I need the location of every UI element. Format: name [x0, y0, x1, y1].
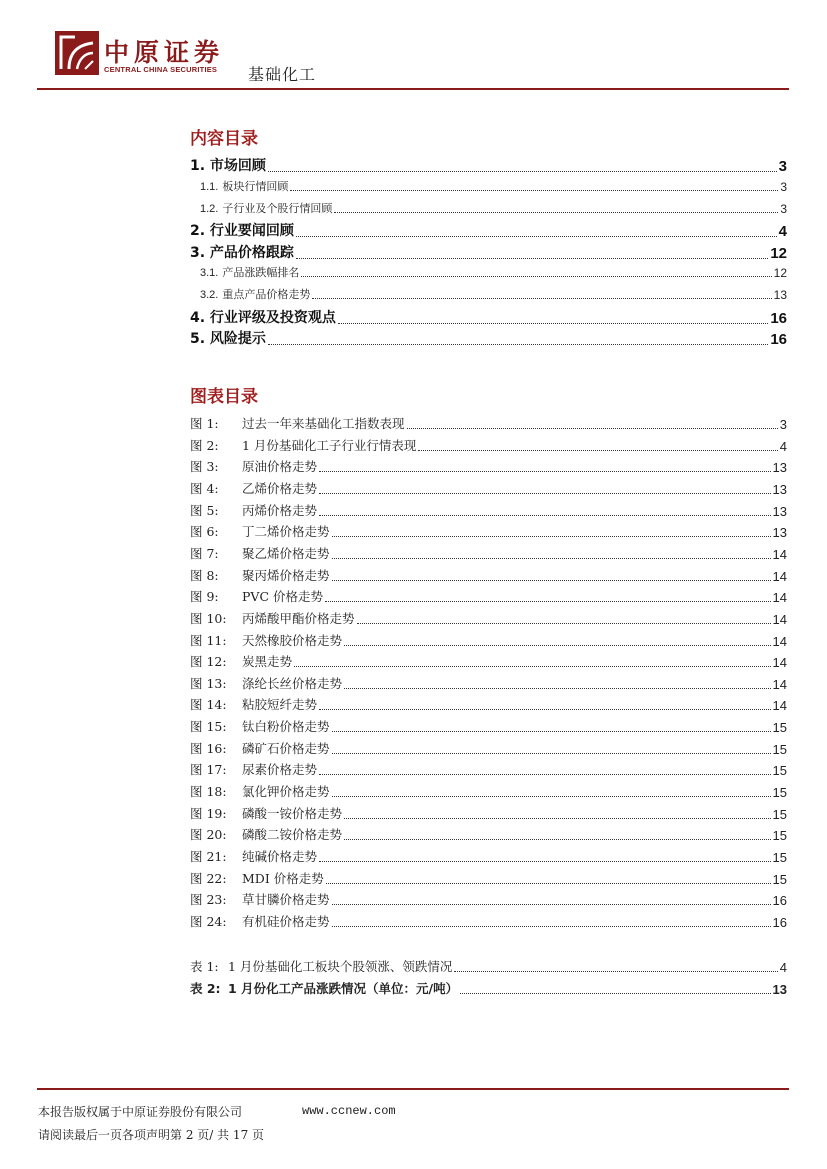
- toc-item[interactable]: 1. 市场回顾 3: [190, 158, 787, 175]
- toc-item[interactable]: 2. 行业要闻回顾 4: [190, 223, 787, 240]
- report-sector: 基础化工: [248, 65, 317, 84]
- figure-entry[interactable]: 图 12: 炭黑走势 14: [190, 654, 787, 671]
- figure-entry[interactable]: 图 6: 丁二烯价格走势 13: [190, 524, 787, 541]
- toc-subitem[interactable]: 3.1. 产品涨跌幅排名 12: [200, 266, 787, 280]
- figure-entry[interactable]: 图 7: 聚乙烯价格走势 14: [190, 545, 787, 562]
- toc-subitem[interactable]: 1.1. 板块行情回顾 3: [200, 180, 787, 194]
- toc-subitem[interactable]: 3.2. 重点产品价格走势 13: [200, 288, 787, 302]
- figure-entry[interactable]: 图 13: 涤纶长丝价格走势 14: [190, 675, 787, 692]
- figure-entry[interactable]: 图 10: 丙烯酸甲酯价格走势 14: [190, 610, 787, 627]
- footer-url[interactable]: www.ccnew.com: [302, 1104, 396, 1118]
- company-name-en: CENTRAL CHINA SECURITIES: [104, 65, 218, 74]
- figure-entry[interactable]: 图 18: 氯化钾价格走势 15: [190, 784, 787, 801]
- table-entry[interactable]: 表 1: 1 月份基础化工板块个股领涨、领跌情况 4: [190, 959, 787, 975]
- company-name-cn: 中原证券: [104, 38, 225, 67]
- figure-entry[interactable]: 图 11: 天然橡胶价格走势 14: [190, 632, 787, 649]
- toc-subitem[interactable]: 1.2. 子行业及个股行情回顾 3: [200, 202, 787, 216]
- figure-entry[interactable]: 图 15: 钛白粉价格走势 15: [190, 719, 787, 736]
- figure-entry[interactable]: 图 23: 草甘膦价格走势 16: [190, 892, 787, 909]
- company-logo-icon: [55, 31, 99, 75]
- toc-item[interactable]: 3. 产品价格跟踪 12: [190, 245, 787, 262]
- figure-entry[interactable]: 图 1: 过去一年来基础化工指数表现 3: [190, 416, 787, 432]
- figure-entry[interactable]: 图 16: 磷矿石价格走势 15: [190, 740, 787, 757]
- figure-entry[interactable]: 图 3: 原油价格走势 13: [190, 459, 787, 476]
- toc-title: 内容目录: [190, 129, 258, 149]
- figure-entry[interactable]: 图 9: PVC 价格走势 14: [190, 589, 787, 606]
- figure-entry[interactable]: 图 4: 乙烯价格走势 13: [190, 480, 787, 497]
- figure-entry[interactable]: 图 21: 纯碱价格走势 15: [190, 849, 787, 865]
- page-header: [0, 0, 827, 95]
- toc-item[interactable]: 5. 风险提示 16: [190, 331, 787, 348]
- figure-entry[interactable]: 图 19: 磷酸一铵价格走势 15: [190, 805, 787, 822]
- figure-entry[interactable]: 图 24: 有机硅价格走势 16: [190, 913, 787, 930]
- footer-disclaimer: 请阅读最后一页各项声明第 2 页/ 共 17 页: [38, 1128, 265, 1142]
- table-entry[interactable]: 表 2: 1 月份化工产品涨跌情况（单位：元/吨） 13: [190, 981, 787, 997]
- figure-entry[interactable]: 图 5: 丙烯价格走势 13: [190, 502, 787, 519]
- footer-copyright: 本报告版权属于中原证券股份有限公司: [38, 1105, 243, 1119]
- toc-item[interactable]: 4. 行业评级及投资观点 16: [190, 310, 787, 327]
- figure-entry[interactable]: 图 14: 粘胶短纤走势 14: [190, 697, 787, 714]
- figure-entry[interactable]: 图 20: 磷酸二铵价格走势 15: [190, 827, 787, 844]
- figure-entry[interactable]: 图 17: 尿素价格走势 15: [190, 762, 787, 779]
- footer-divider: [37, 1088, 789, 1090]
- figure-entry[interactable]: 图 2: 1 月份基础化工子行业行情表现 4: [190, 437, 787, 454]
- figures-title: 图表目录: [190, 387, 258, 407]
- figure-entry[interactable]: 图 22: MDI 价格走势 15: [190, 870, 787, 887]
- header-divider: [37, 88, 789, 90]
- figure-entry[interactable]: 图 8: 聚丙烯价格走势 14: [190, 567, 787, 584]
